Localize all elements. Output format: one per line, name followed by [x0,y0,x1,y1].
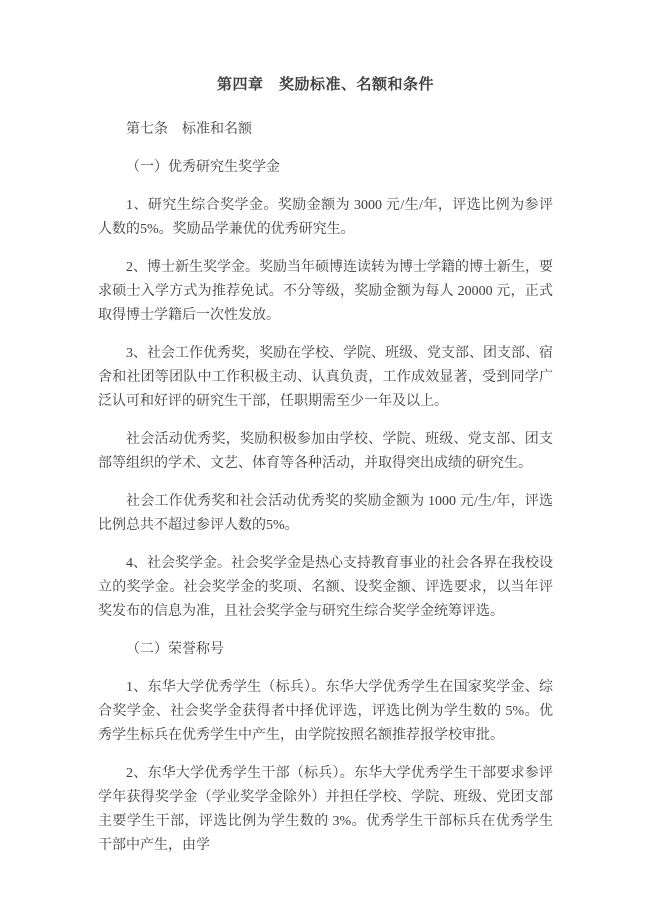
para-social-scholarship: 4、社会奖学金。社会奖学金是热心支持教育事业的社会各界在我校设立的奖学金。社会奖学金的奖项、名额、设奖金额、评选要求，以当年评奖发布的信息为准，且社会奖学金与研究生综合奖学金统筹评选。 [98,556,553,619]
article-7-heading: 第七条 标准和名额 [126,122,252,137]
para-phd-freshman-scholarship: 2、博士新生奖学金。奖励当年硕博连读转为博士学籍的博士新生，要求硕士入学方式为推荐免试。不分等级，奖励金额为每人 20000 元，正式取得博士学籍后一次性发放。 [98,260,553,323]
para-social-work-award: 3、社会工作优秀奖，奖励在学校、学院、班级、党支部、团支部、宿舍和社团等团队中工作积极主动、认真负责，工作成效显著，受到同学广泛认可和好评的研究生干部，任职期需至少一年及以上。 [98,346,553,409]
para-outstanding-student: 1、东华大学优秀学生（标兵）。东华大学优秀学生在国家奖学金、综合奖学金、社会奖学金获得者中择优评选，评选比例为学生数的 5%。优秀学生标兵在优秀学生中产生，由学院按照名额推荐报学校审批。 [98,680,553,743]
para-award-amount-ratio: 社会工作优秀奖和社会活动优秀奖的奖励金额为 1000 元/生/年，评选比例总共不超过参评人数的5%。 [98,494,553,533]
para-social-activity-award: 社会活动优秀奖，奖励积极参加由学校、学院、班级、党支部、团支部等组织的学术、文艺、体育等各种活动，并取得突出成绩的研究生。 [98,432,553,471]
chapter-title: 第四章 奖励标准、名额和条件 [216,77,434,93]
section-2-heading: （二）荣誉称号 [126,642,224,657]
para-outstanding-student-cadre: 2、东华大学优秀学生干部（标兵）。东华大学优秀学生干部要求参评学年获得奖学金（学业奖学金除外）并担任学校、学院、班级、党团支部主要学生干部，评选比例为学生数的 3%。优秀学生干部标兵在优秀学生干部中产生，由学 [98,766,553,853]
section-1-heading: （一）优秀研究生奖学金 [126,160,280,175]
para-comprehensive-scholarship: 1、研究生综合奖学金。奖励金额为 3000 元/生/年，评选比例为参评人数的5%。奖励品学兼优的优秀研究生。 [98,198,553,237]
